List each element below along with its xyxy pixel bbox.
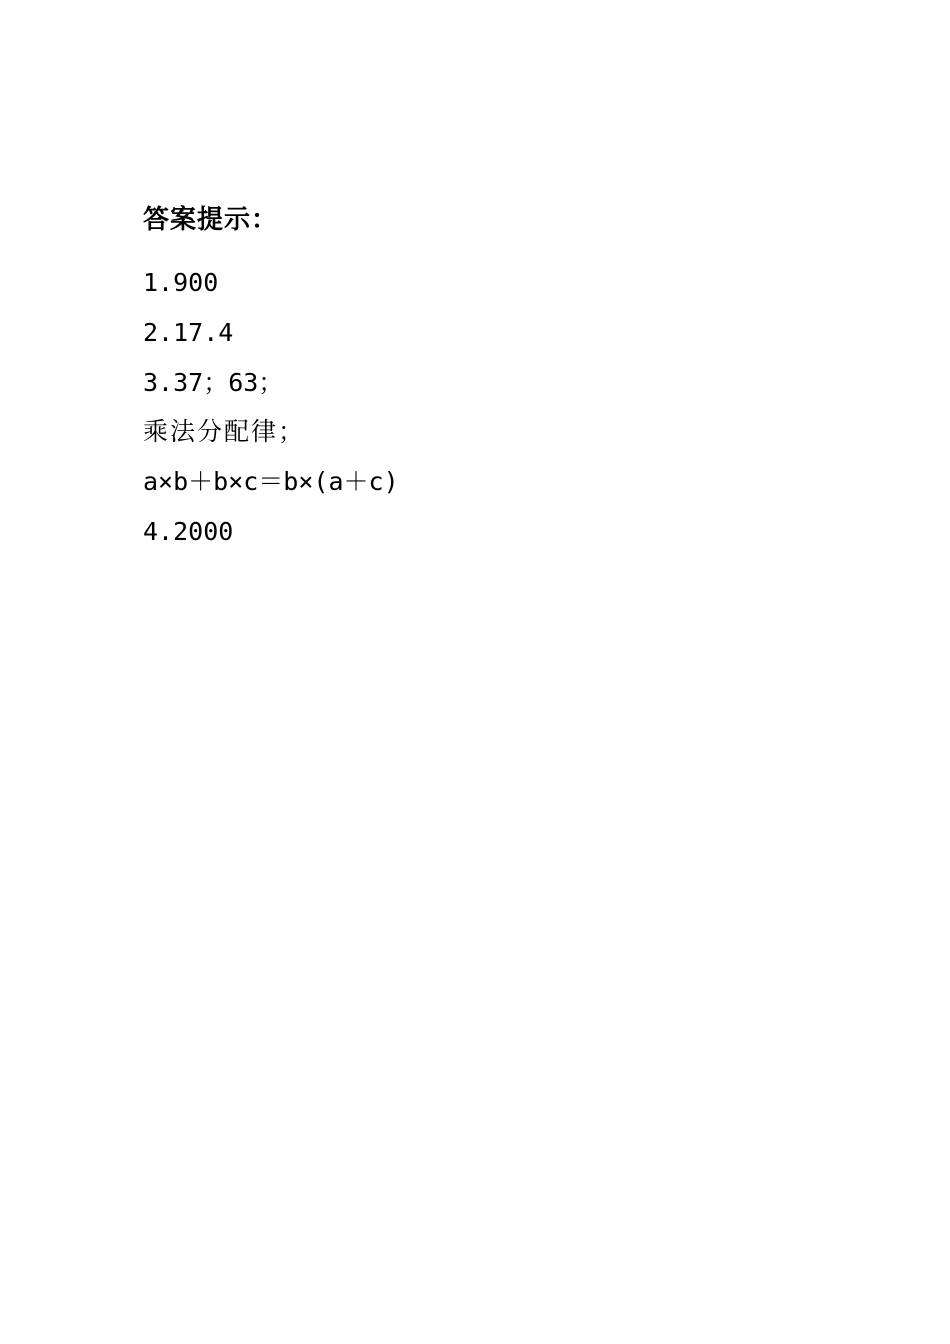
answer-line-3: 3.37；63； — [143, 367, 284, 397]
answer-hints-heading: 答案提示： — [143, 205, 279, 235]
answer-line-1: 1.900 — [143, 268, 219, 297]
answer-line-2: 2.17.4 — [143, 317, 234, 347]
answer-section — [143, 200, 843, 565]
answer-line-3-law: 乘法分配律； — [143, 417, 306, 447]
answer-line-3-formula: a×b＋b×c＝b×(a＋c) — [143, 467, 399, 497]
answer-line-4: 4.2000 — [143, 516, 234, 546]
